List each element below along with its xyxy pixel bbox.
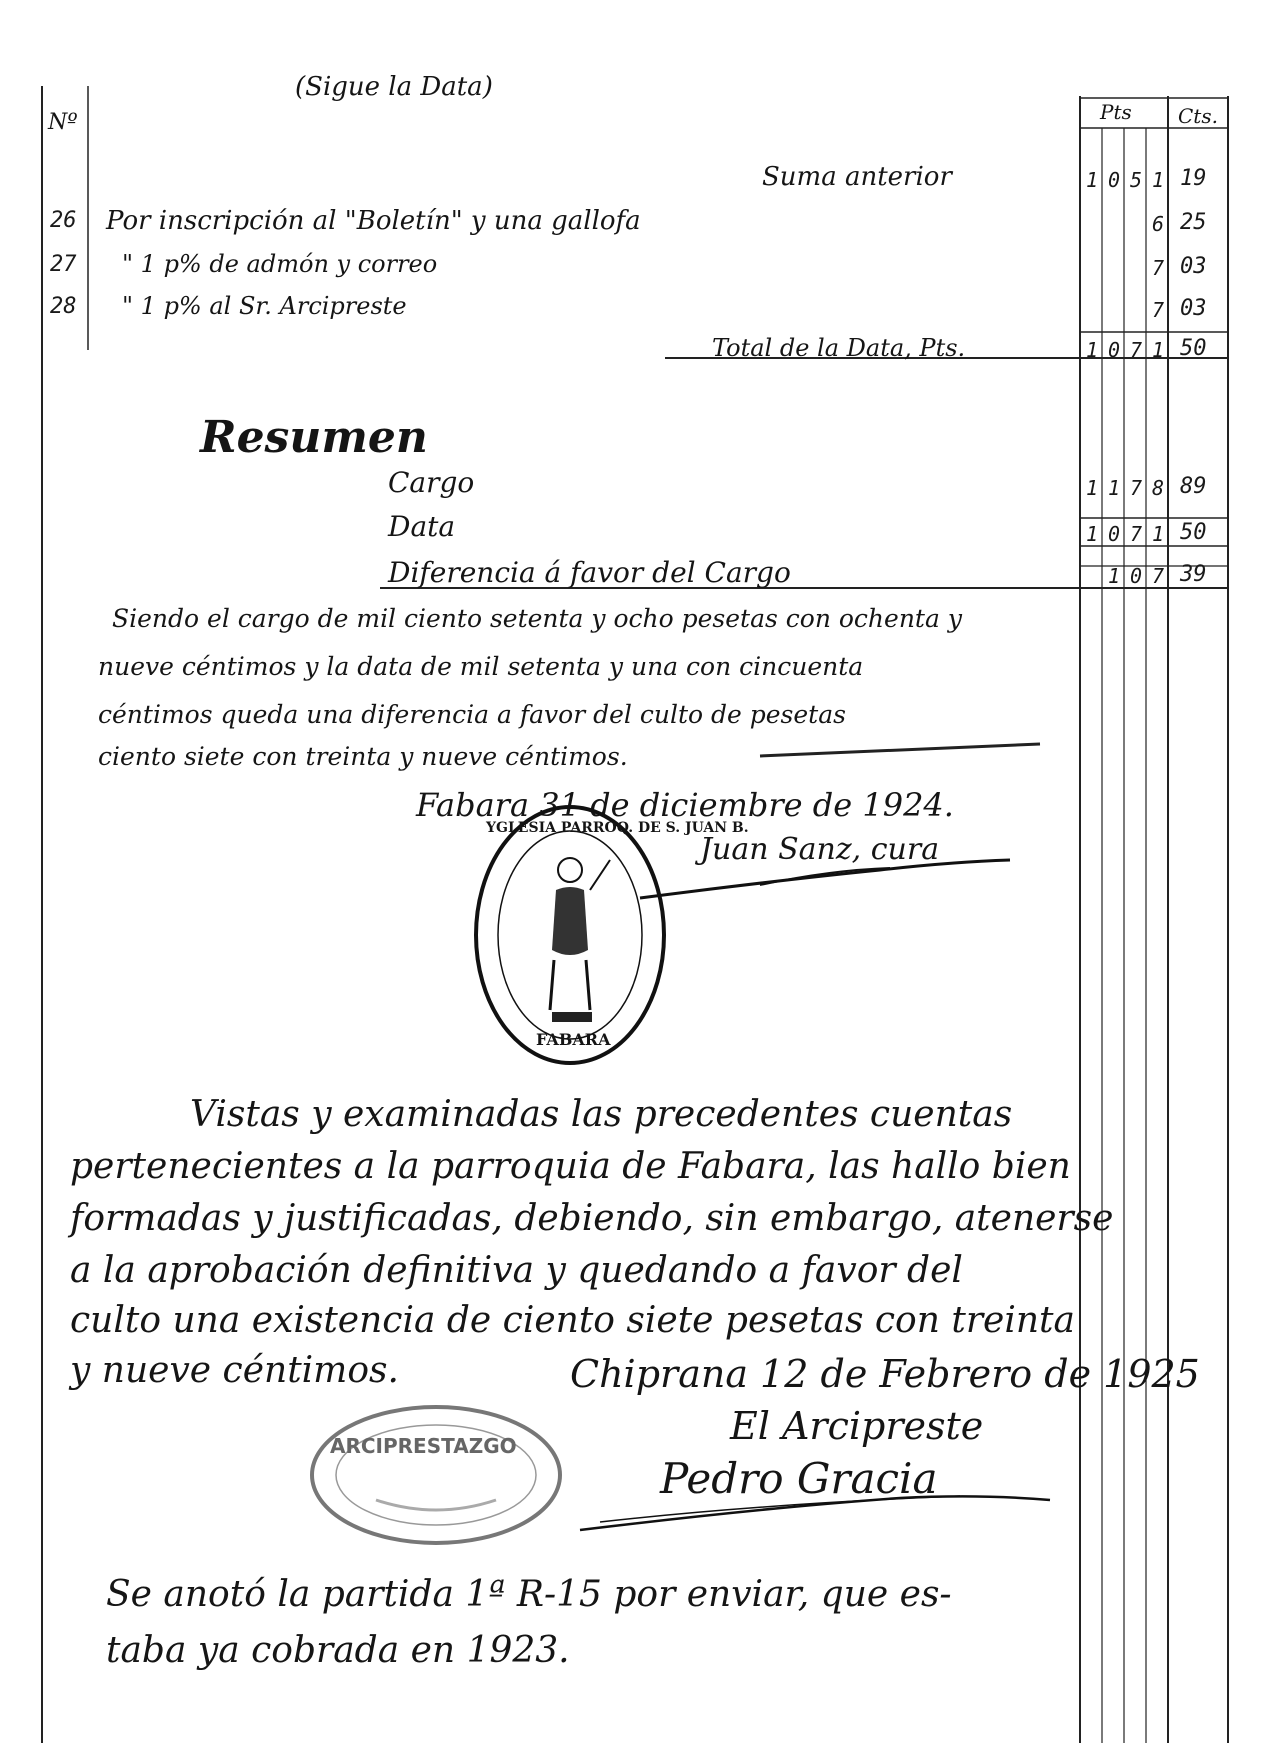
statement-line: céntimos queda una diferencia a favor del culto de pesetas bbox=[98, 700, 846, 729]
approval-line: culto una existencia de ciento siete pesetas con treinta bbox=[70, 1300, 1075, 1341]
summary-pts-digit: 0 bbox=[1129, 564, 1143, 588]
total-pts-digit: 1 bbox=[1085, 338, 1099, 362]
summary-pts-digit: 1 bbox=[1085, 476, 1099, 500]
footnote-line: Se anotó la partida 1ª R-15 por enviar, que es- bbox=[106, 1574, 952, 1615]
parish-seal-top-text: YGLESIA PARROQ. DE S. JUAN B. bbox=[486, 820, 749, 836]
previous-sum-label: Suma anterior bbox=[762, 162, 952, 192]
entry-pts-digit: 7 bbox=[1151, 256, 1165, 280]
summary-cts: 50 bbox=[1180, 520, 1207, 545]
number-column-header: Nº bbox=[48, 110, 78, 135]
summary-pts-digit: 1 bbox=[1151, 522, 1165, 546]
entry-text: Por inscripción al "Boletín" y una gallofa bbox=[106, 206, 641, 236]
statement-line: Siendo el cargo de mil ciento setenta y ocho pesetas con ochenta y bbox=[112, 604, 962, 633]
approval-signature: Pedro Gracia bbox=[660, 1454, 938, 1503]
approval-line: pertenecientes a la parroquia de Fabara, las hallo bien bbox=[70, 1146, 1071, 1187]
entry-cts: 03 bbox=[1180, 296, 1207, 321]
statement-line: nueve céntimos y la data de mil setenta y una con cincuenta bbox=[98, 652, 864, 681]
summary-pts-digit: 8 bbox=[1151, 476, 1165, 500]
entry-pts-digit: 6 bbox=[1151, 212, 1165, 236]
statement-signature: Juan Sanz, cura bbox=[700, 832, 940, 867]
total-pts-digit: 7 bbox=[1129, 338, 1143, 362]
total-data-label: Total de la Data, Pts. bbox=[712, 334, 966, 362]
pts-column-header: Pts bbox=[1100, 100, 1132, 124]
continuation-heading: (Sigue la Data) bbox=[295, 72, 493, 102]
archpriest-seal bbox=[306, 1400, 566, 1550]
archpriest-seal-text: ARCIPRESTAZGO bbox=[330, 1434, 517, 1458]
summary-data-label: Data bbox=[388, 510, 456, 543]
previous-sum-pts-digit: 0 bbox=[1107, 168, 1121, 192]
entry-text: " 1 p% al Sr. Arcipreste bbox=[122, 292, 407, 320]
entry-number: 26 bbox=[50, 208, 77, 233]
total-pts-digit: 1 bbox=[1151, 338, 1165, 362]
summary-pts-digit: 1 bbox=[1085, 522, 1099, 546]
entry-cts: 25 bbox=[1180, 210, 1207, 235]
total-cts: 50 bbox=[1180, 336, 1207, 361]
summary-cargo-label: Cargo bbox=[388, 466, 475, 499]
entry-cts: 03 bbox=[1180, 254, 1207, 279]
summary-pts-digit: 0 bbox=[1107, 522, 1121, 546]
statement-line: ciento siete con treinta y nueve céntimos. bbox=[98, 742, 628, 771]
previous-sum-pts-digit: 1 bbox=[1151, 168, 1165, 192]
previous-sum-cts: 19 bbox=[1180, 166, 1207, 191]
approval-line: Vistas y examinadas las precedentes cuentas bbox=[190, 1094, 1013, 1135]
cts-column-header: Cts. bbox=[1178, 104, 1218, 128]
summary-cts: 89 bbox=[1180, 474, 1207, 499]
parish-seal-bottom-text: FABARA bbox=[536, 1030, 611, 1049]
entry-pts-digit: 7 bbox=[1151, 298, 1165, 322]
approval-line: y nueve céntimos. bbox=[70, 1350, 399, 1391]
statement-place-date: Fabara 31 de diciembre de 1924. bbox=[416, 786, 954, 824]
previous-sum-pts-digit: 5 bbox=[1129, 168, 1143, 192]
summary-pts-digit: 1 bbox=[1107, 476, 1121, 500]
entry-text: " 1 p% de admón y correo bbox=[122, 250, 438, 278]
entry-number: 27 bbox=[50, 252, 77, 277]
approval-role: El Arcipreste bbox=[730, 1404, 984, 1448]
summary-title: Resumen bbox=[200, 412, 428, 463]
total-pts-digit: 0 bbox=[1107, 338, 1121, 362]
entry-number: 28 bbox=[50, 294, 77, 319]
approval-place-date: Chiprana 12 de Febrero de 1925 bbox=[570, 1352, 1200, 1396]
footnote-line: taba ya cobrada en 1923. bbox=[106, 1630, 570, 1671]
summary-pts-digit: 7 bbox=[1129, 522, 1143, 546]
summary-difference-label: Diferencia á favor del Cargo bbox=[388, 556, 791, 589]
approval-line: formadas y justificadas, debiendo, sin embargo, atenerse bbox=[70, 1198, 1114, 1239]
summary-pts-digit: 1 bbox=[1107, 564, 1121, 588]
summary-pts-digit: 7 bbox=[1151, 564, 1165, 588]
summary-pts-digit: 7 bbox=[1129, 476, 1143, 500]
previous-sum-pts-digit: 1 bbox=[1085, 168, 1099, 192]
summary-cts: 39 bbox=[1180, 562, 1207, 587]
approval-line: a la aprobación definitiva y quedando a favor del bbox=[70, 1250, 963, 1291]
